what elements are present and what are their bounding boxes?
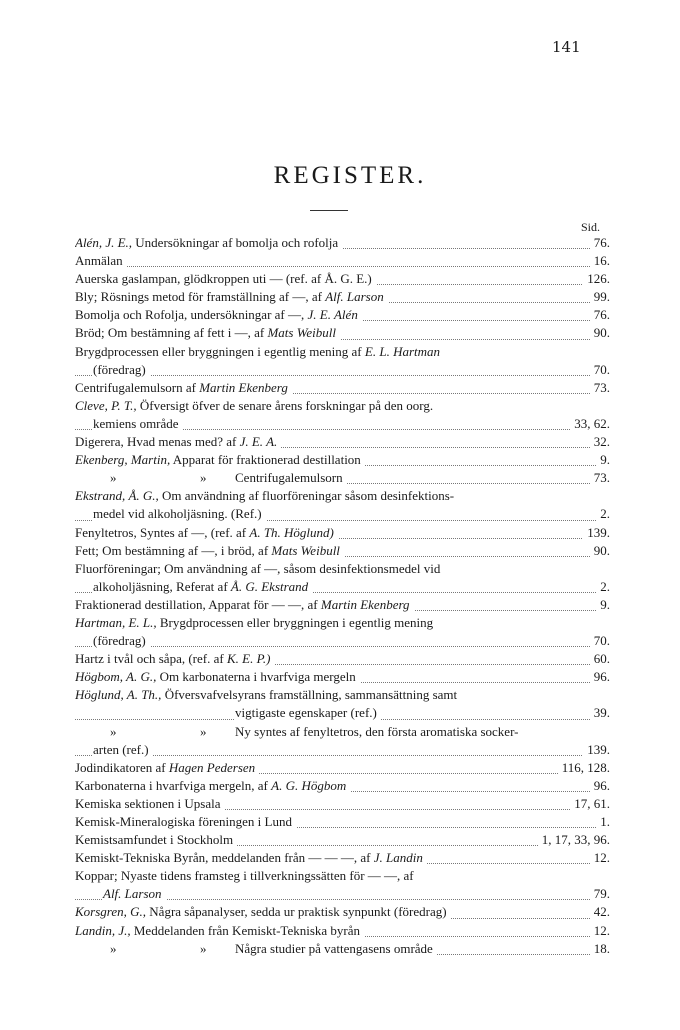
page-ref: 2.: [596, 505, 610, 523]
entry-author-ref: J. E. Alén: [307, 307, 358, 323]
page-ref: 116, 128.: [558, 759, 610, 777]
entry-author-ref: Martin Ekenberg: [320, 596, 410, 612]
entry-title: Brygdprocessen eller bryggningen i egentlig mening: [156, 614, 434, 630]
leader-dots: [75, 755, 610, 756]
entry-author-ref: A. Th. Höglund): [249, 524, 334, 540]
entry-author-ref: E. L. Hartman: [364, 343, 441, 359]
entry-text: [75, 253, 127, 268]
register-entry: [75, 650, 610, 668]
entry-text: [75, 380, 292, 395]
entry-author-ref: Mats Weibull: [267, 325, 336, 341]
entry-title: Kemisk-Mineralogiska föreningen i Lund: [75, 814, 292, 829]
page-ref: 90.: [590, 324, 610, 342]
entry-text: [75, 832, 237, 847]
page-ref: 70.: [590, 632, 610, 650]
page-ref: 73.: [590, 469, 610, 487]
entry-title: Apparat för fraktionerad destillation: [170, 452, 361, 468]
entry-title: Undersökningar af bomolja och rofolja: [132, 235, 339, 250]
ditto-mark: »: [110, 940, 117, 956]
register-entry: [75, 469, 610, 487]
entry-text: [75, 470, 347, 485]
entry-author-ref: Mats Weibull: [271, 542, 340, 558]
page-ref: 99.: [590, 288, 610, 306]
entry-text: [75, 868, 418, 883]
entry-text: [75, 488, 458, 503]
entry-text: [75, 904, 451, 919]
ditto-mark: »: [200, 470, 207, 486]
entry-text: [75, 778, 350, 793]
entry-author-ref: Å. G. Ekstrand: [230, 578, 309, 594]
register-entry: [75, 849, 610, 867]
entry-text: [75, 597, 414, 612]
entry-title: Bomolja och Rofolja, undersökningar af —,: [75, 307, 308, 323]
register-entry: [75, 813, 610, 831]
entry-text: [75, 760, 259, 775]
entry-author-ref: A. G. Högbom: [271, 777, 347, 793]
register-entry: [75, 415, 610, 433]
entry-text: [75, 452, 365, 467]
page-ref: 96.: [590, 668, 610, 686]
page-ref: 96.: [590, 777, 610, 795]
sid-column-header: Sid.: [581, 220, 601, 234]
register-entry: [75, 451, 610, 469]
entry-author: Cleve, P. T.,: [75, 397, 137, 413]
register-entry: [75, 542, 610, 560]
entry-title: Hartz i tvål och såpa, (ref. af: [75, 651, 227, 667]
entry-title: medel vid alkoholjäsning. (Ref.): [93, 506, 262, 522]
entry-text: [75, 724, 522, 739]
register-entry: [75, 831, 610, 849]
entry-title: Jodindikatoren af: [75, 759, 169, 775]
entry-title: Auerska gaslampan, glödkroppen uti — (ref. af Å. G. E.): [75, 271, 372, 287]
entry-title: Centrifugalemulsorn af: [75, 379, 200, 395]
entry-title: Fenyltetros, Syntes af —, (ref. af: [75, 524, 250, 540]
entry-text: [93, 579, 312, 594]
entry-text: [93, 506, 266, 521]
entry-title: kemiens område: [93, 415, 179, 431]
entry-text: [75, 325, 340, 340]
entry-author-ref: Martin Ekenberg: [199, 379, 288, 395]
register-entry: [75, 252, 610, 270]
entry-title: Kemistsamfundet i Stockholm: [75, 832, 234, 848]
entry-text: [75, 525, 338, 540]
entry-title: Några såpanalyser, sedda ur praktisk synpunkt (föredrag): [146, 904, 447, 920]
entry-text: [75, 543, 344, 558]
ditto-mark: »: [110, 723, 117, 739]
page-ref: 32.: [590, 433, 610, 451]
entry-author-ref: Hagen Pedersen: [168, 759, 256, 775]
register-entry: [75, 885, 610, 903]
page-number: 141: [552, 38, 581, 56]
register-entry: [75, 759, 610, 777]
entry-text: [75, 289, 388, 304]
ditto-mark: »: [200, 940, 207, 956]
page-ref: 33, 62.: [570, 415, 610, 433]
entry-title: Fraktionerad destillation, Apparat för — —, af: [75, 596, 321, 612]
entry-text: [75, 941, 437, 956]
entry-author: Landin, J.,: [75, 922, 131, 938]
entry-text: [235, 705, 381, 720]
page-ref: 90.: [590, 542, 610, 560]
entry-author: Höglund, A. Th.,: [75, 687, 162, 703]
entry-title: vigtigaste egenskaper (ref.): [235, 705, 377, 721]
register-entry: [75, 723, 610, 741]
page-ref: 16.: [590, 252, 610, 270]
leader-dots: [75, 266, 610, 267]
entry-text: [75, 434, 281, 449]
entry-text: [93, 416, 183, 431]
entry-title: alkoholjäsning, Referat af: [93, 578, 231, 594]
register-entry: [75, 505, 610, 523]
page-ref: 139.: [583, 741, 610, 759]
entry-text: [93, 633, 150, 648]
entry-author-ref: J. E. A.: [239, 434, 278, 450]
entry-title: arten (ref.): [93, 741, 149, 757]
entry-text: [93, 742, 153, 757]
register-entry: [75, 795, 610, 813]
register-entry: [75, 379, 610, 397]
entry-text: [75, 796, 225, 811]
register-entry: [75, 487, 610, 505]
entry-author-ref: J. Landin: [373, 850, 423, 866]
register-entry: [75, 632, 610, 650]
register-entry: [75, 560, 610, 578]
page-ref: 76.: [590, 234, 610, 252]
entry-author-ref: Alf. Larson: [325, 289, 384, 305]
entry-title: Ny syntes af fenyltetros, den första aromatiska socker-: [235, 723, 519, 739]
entry-title: Öfversigt öfver de senare årens forskningar på den oorg.: [136, 397, 434, 413]
register-entry: [75, 578, 610, 596]
entry-title: Öfversvafvelsyrans framställning, sammansättning samt: [161, 687, 458, 703]
register-index: [75, 234, 610, 958]
page-title: REGISTER.: [273, 162, 427, 189]
entry-author-ref: Alf. Larson: [103, 886, 162, 902]
register-entry: [75, 343, 610, 361]
register-entry: [75, 741, 610, 759]
entry-title: Om användning af fluorföreningar såsom desinfektions-: [158, 488, 455, 504]
entry-title: Om karbonaterna i hvarfviga mergeln: [156, 669, 356, 685]
page-ref: 2.: [596, 578, 610, 596]
register-entry: [75, 704, 610, 722]
entry-title: Koppar; Nyaste tidens framsteg i tillverkningssätten för — —, af: [75, 868, 414, 884]
register-entry: [75, 524, 610, 542]
entry-author: Alén, J. E.,: [75, 235, 133, 250]
entry-text: [75, 235, 342, 250]
entry-text: [75, 651, 274, 666]
entry-title: Fett; Om bestämning af —, i bröd, af: [75, 542, 272, 558]
page-ref: 9.: [596, 596, 610, 614]
entry-title: Bröd; Om bestämning af fett i —, af: [75, 325, 268, 341]
page-ref: 73.: [590, 379, 610, 397]
page-ref: 42.: [590, 903, 610, 921]
entry-title: Kemiskt-Tekniska Byrån, meddelanden från — — —, af: [75, 850, 374, 866]
entry-title: Fluorföreningar; Om användning af —, såsom desinfektionsmedel vid: [75, 560, 441, 576]
page-ref: 79.: [590, 885, 610, 903]
ditto-mark: »: [200, 723, 207, 739]
entry-text: [75, 923, 364, 938]
page-ref: 139.: [583, 524, 610, 542]
register-entry: [75, 306, 610, 324]
entry-author: Ekenberg, Martin,: [75, 452, 171, 468]
register-entry: [75, 686, 610, 704]
register-entry: [75, 940, 610, 958]
entry-title: Digerera, Hvad menas med? af: [75, 434, 240, 450]
register-entry: [75, 922, 610, 940]
ditto-mark: »: [110, 470, 117, 486]
page-ref: 18.: [590, 940, 610, 958]
entry-author: Ekstrand, Å. G.,: [75, 488, 159, 504]
entry-title: Kemiska sektionen i Upsala: [75, 795, 221, 811]
page-ref: 12.: [590, 849, 610, 867]
entry-text: [93, 362, 150, 377]
register-entry: [75, 867, 610, 885]
entry-title: (föredrag): [93, 633, 146, 649]
leader-dots: [75, 375, 610, 376]
entry-author: Hartman, E. L.,: [75, 614, 157, 630]
leader-dots: [75, 646, 610, 647]
page-ref: 1.: [596, 813, 610, 831]
entry-text: [75, 344, 444, 359]
entry-text: [75, 271, 376, 286]
register-entry: [75, 324, 610, 342]
entry-text: [75, 307, 362, 322]
entry-title: Meddelanden från Kemiskt-Tekniska byrån: [130, 922, 361, 938]
entry-title: Karbonaterna i hvarfviga mergeln, af: [75, 777, 272, 793]
entry-text: [75, 687, 461, 702]
entry-title: Några studier på vattengasens område: [235, 940, 433, 956]
entry-text: [75, 850, 427, 865]
register-entry: [75, 270, 610, 288]
entry-title: Brygdprocessen eller bryggningen i egentlig mening af: [75, 343, 365, 359]
entry-text: [75, 669, 360, 684]
entry-title: Bly; Rösnings metod för framställning af —, af: [75, 289, 326, 305]
page-ref: 17, 61.: [570, 795, 610, 813]
entry-text: [75, 398, 437, 413]
entry-title: Centrifugalemulsorn: [235, 470, 343, 486]
entry-text: [75, 615, 437, 630]
page-ref: 1, 17, 33, 96.: [538, 831, 610, 849]
entry-author: Korsgren, G.,: [75, 904, 147, 920]
register-entry: [75, 777, 610, 795]
register-entry: [75, 903, 610, 921]
page-ref: 60.: [590, 650, 610, 668]
register-entry: [75, 397, 610, 415]
register-entry: [75, 668, 610, 686]
register-entry: [75, 614, 610, 632]
entry-text: [75, 561, 444, 576]
page-ref: 126.: [583, 270, 610, 288]
entry-title: Anmälan: [75, 253, 123, 269]
register-entry: [75, 433, 610, 451]
entry-author-ref: K. E. P.): [226, 651, 271, 667]
page-ref: 39.: [590, 704, 610, 722]
register-entry: [75, 234, 610, 252]
page-ref: 12.: [590, 922, 610, 940]
register-entry: [75, 288, 610, 306]
page-ref: 70.: [590, 361, 610, 379]
page-ref: 9.: [596, 451, 610, 469]
entry-text: [75, 814, 296, 829]
register-entry: [75, 596, 610, 614]
title-rule: [310, 210, 348, 211]
entry-author: Högbom, A. G.,: [75, 669, 157, 685]
entry-title: (föredrag): [93, 361, 146, 377]
entry-text: [103, 886, 166, 901]
page-ref: 76.: [590, 306, 610, 324]
register-entry: [75, 361, 610, 379]
